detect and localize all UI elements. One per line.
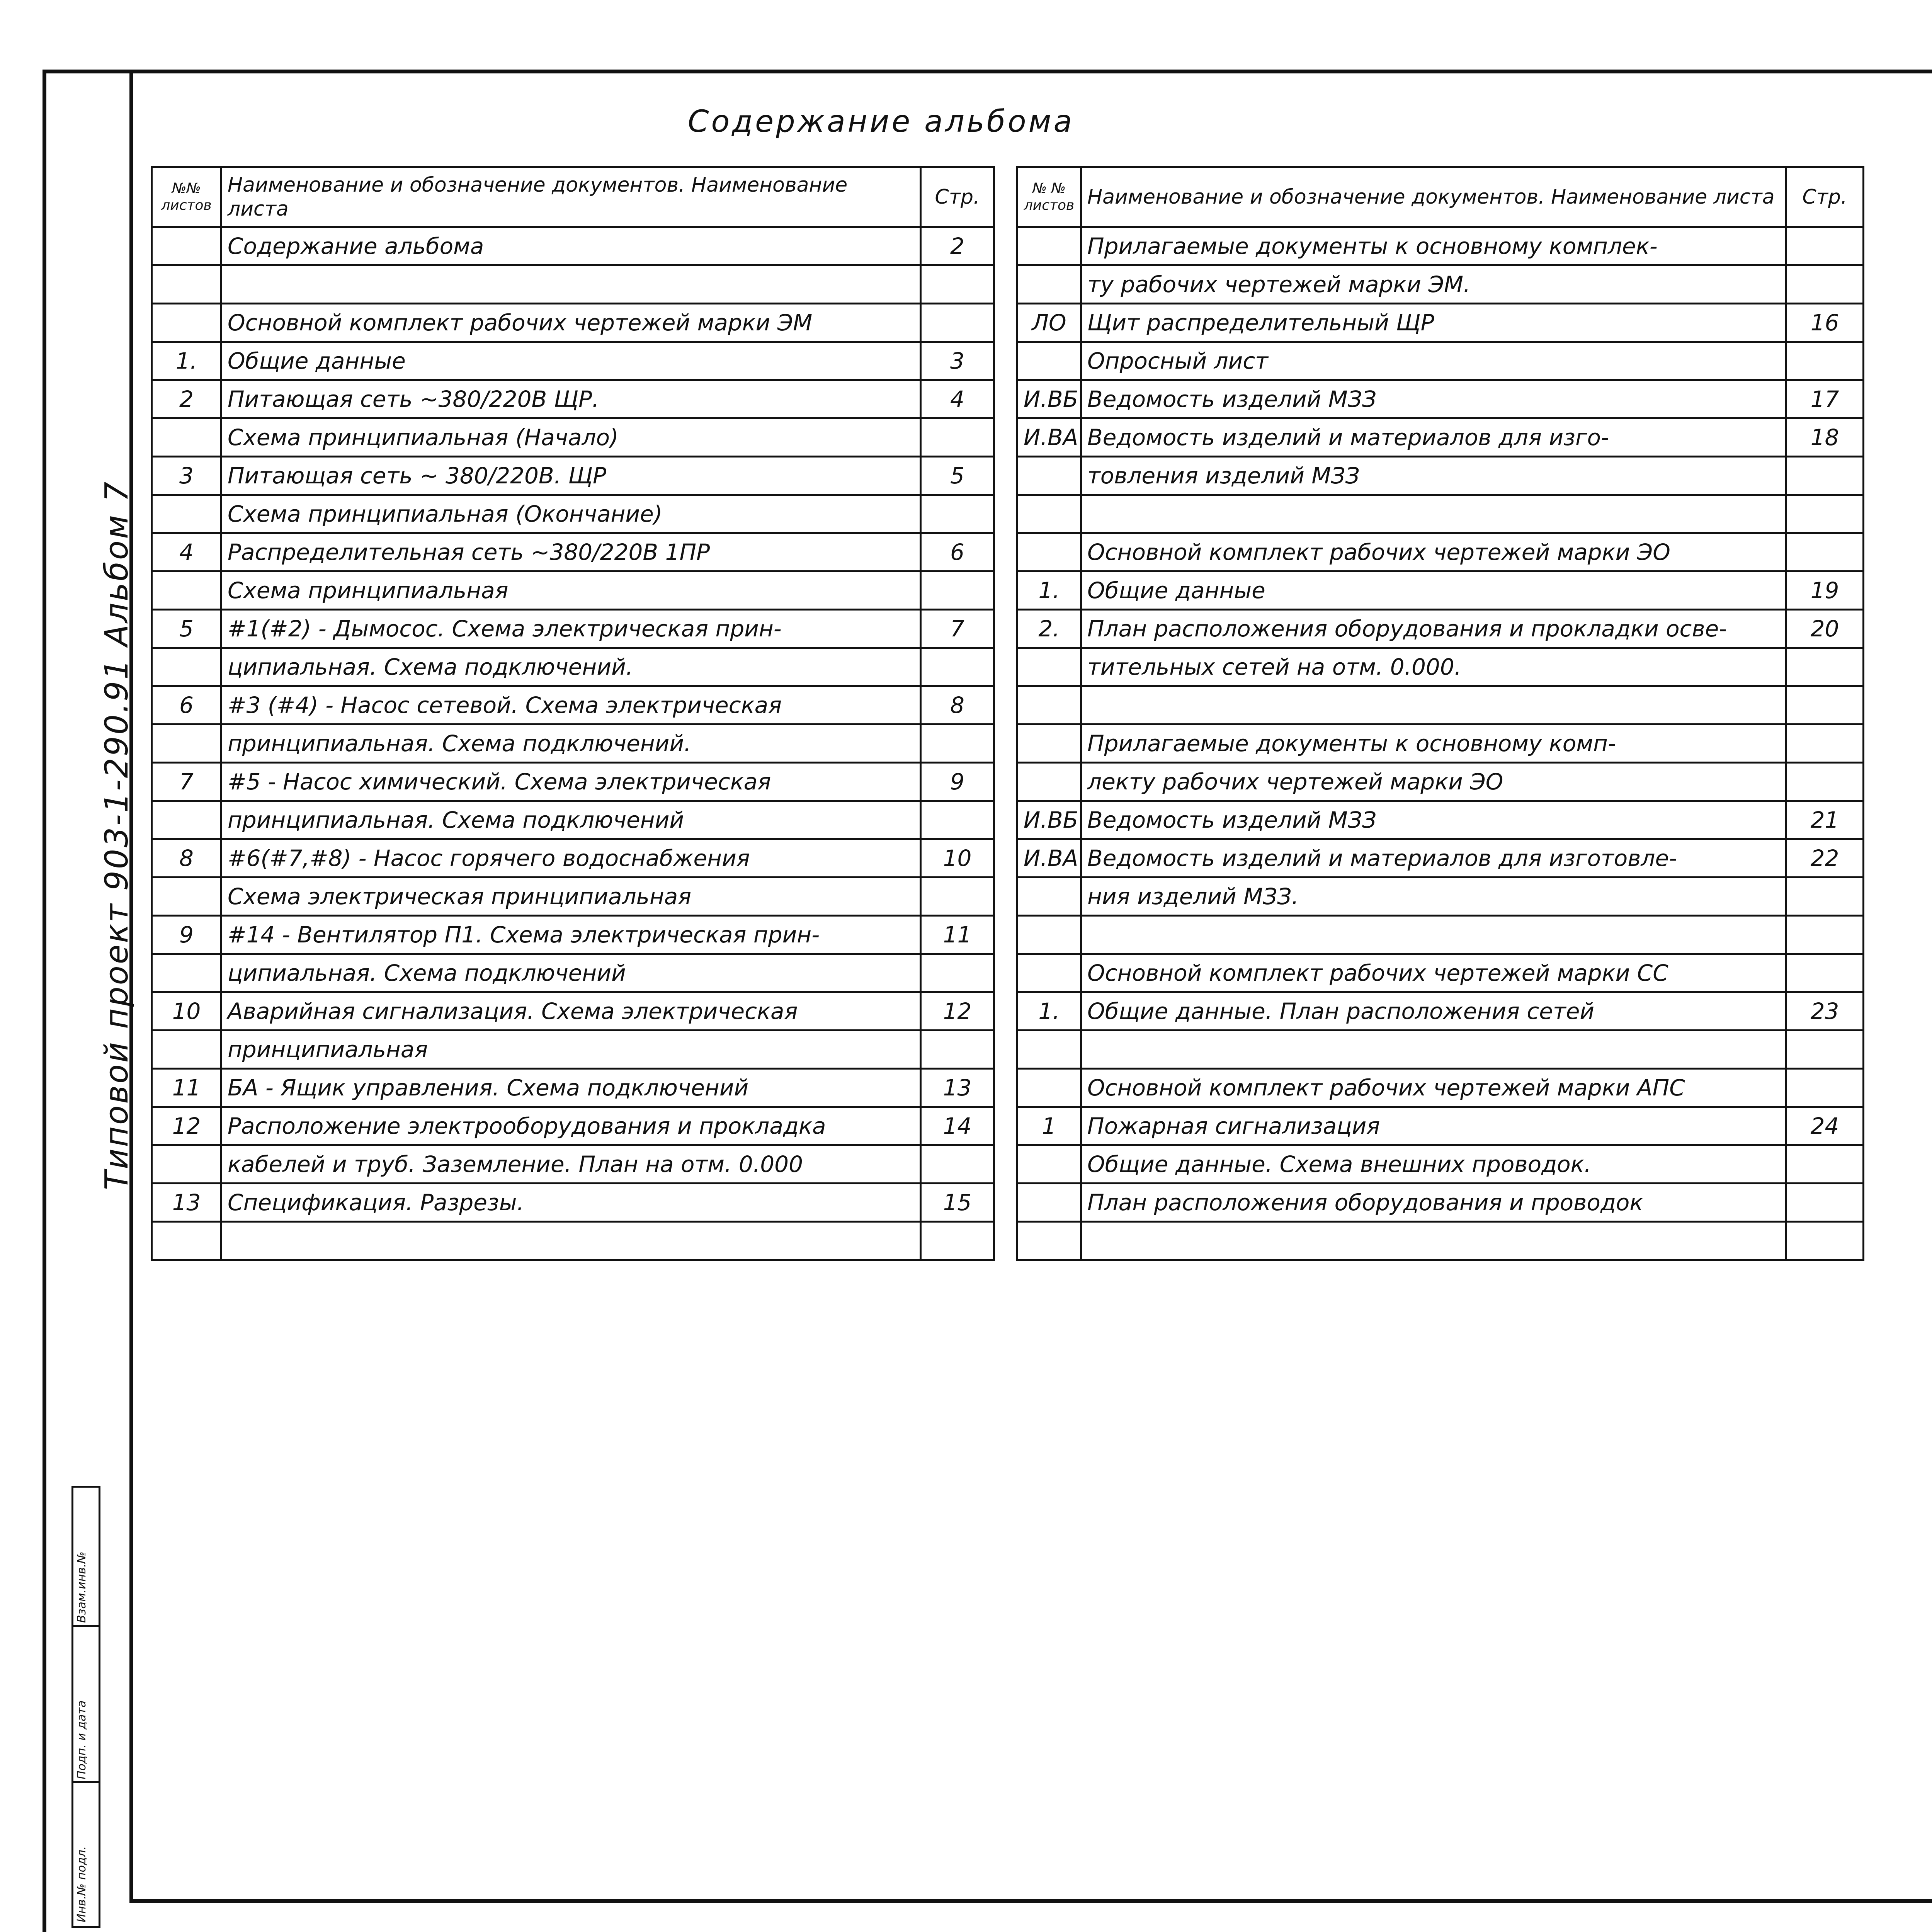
table-row: [1017, 839, 1864, 878]
cell-num: [152, 724, 221, 763]
cell-page: 6: [921, 533, 994, 571]
header-page: Стр.: [1786, 167, 1864, 227]
cell-page: [921, 1031, 994, 1069]
cell-name: Ведомость изделий и материалов для изготовле-: [1081, 839, 1786, 878]
cell-name: тительных сетей на отм. 0.000.: [1081, 648, 1786, 686]
table-header: [1017, 167, 1864, 227]
table-row: [152, 916, 994, 954]
table-header: [152, 167, 994, 227]
table-row: [152, 304, 994, 342]
cell-name: Прилагаемые документы к основному комп-: [1081, 724, 1786, 763]
cell-name: принципиальная. Схема подключений: [221, 801, 921, 839]
cell-num: [1017, 457, 1081, 495]
header-num: №№ листов: [152, 167, 221, 227]
table-row: [152, 992, 994, 1031]
cell-page: [921, 1145, 994, 1184]
cell-page: [921, 878, 994, 916]
header-num: № № листов: [1017, 167, 1081, 227]
table-row: [152, 610, 994, 648]
cell-name: Щит распределительный ЩР: [1081, 304, 1786, 342]
header-name: Наименование и обозначение документов. Наименование листа: [221, 167, 921, 227]
cell-name: Схема принципиальная: [221, 571, 921, 610]
table-row: [1017, 304, 1864, 342]
cell-num: [152, 571, 221, 610]
table-row: [152, 457, 994, 495]
cell-name: принципиальная. Схема подключений.: [221, 724, 921, 763]
cell-num: [1017, 1031, 1081, 1069]
cell-num: 1.: [1017, 571, 1081, 610]
cell-page: [921, 1222, 994, 1260]
cell-num: 2.: [1017, 610, 1081, 648]
cell-page: 2: [921, 227, 994, 265]
cell-name: Общие данные: [221, 342, 921, 380]
cell-page: 18: [1786, 418, 1864, 457]
cell-num: [1017, 686, 1081, 724]
stamp-cell: [73, 1627, 99, 1783]
table-row: [1017, 1222, 1864, 1260]
cell-page: [1786, 342, 1864, 380]
cell-name: [1081, 1031, 1786, 1069]
cell-name: ту рабочих чертежей марки ЭМ.: [1081, 265, 1786, 304]
table-row: [152, 1069, 994, 1107]
cell-name: Прилагаемые документы к основному комплек-: [1081, 227, 1786, 265]
cell-num: [152, 304, 221, 342]
cell-page: 4: [921, 380, 994, 418]
cell-page: [1786, 724, 1864, 763]
cell-num: [152, 1222, 221, 1260]
cell-num: 5: [152, 610, 221, 648]
cell-name: Опросный лист: [1081, 342, 1786, 380]
cell-page: [921, 265, 994, 304]
table-row: [152, 1031, 994, 1069]
cell-num: [1017, 916, 1081, 954]
cell-page: [1786, 686, 1864, 724]
table-row: [152, 342, 994, 380]
table-row: [152, 265, 994, 304]
cell-name: План расположения оборудования и прокладки осве-: [1081, 610, 1786, 648]
cell-num: [152, 1145, 221, 1184]
cell-page: [1786, 1145, 1864, 1184]
cell-name: Основной комплект рабочих чертежей марки СС: [1081, 954, 1786, 992]
table-row: [1017, 457, 1864, 495]
cell-num: И.ВА: [1017, 839, 1081, 878]
table-row: [152, 495, 994, 533]
cell-name: [1081, 495, 1786, 533]
right-toc-table: [1016, 166, 1864, 1261]
cell-num: 1.: [152, 342, 221, 380]
table-row: [152, 533, 994, 571]
cell-page: [1786, 495, 1864, 533]
cell-name: Пожарная сигнализация: [1081, 1107, 1786, 1145]
table-row: [1017, 1184, 1864, 1222]
cell-num: [1017, 763, 1081, 801]
cell-name: Общие данные: [1081, 571, 1786, 610]
stamp-cell: [73, 1783, 99, 1926]
cell-name: товления изделий МЗЗ: [1081, 457, 1786, 495]
cell-name: [221, 265, 921, 304]
cell-num: 11: [152, 1069, 221, 1107]
table-row: [152, 571, 994, 610]
table-row: [152, 227, 994, 265]
cell-name: #3 (#4) - Насос сетевой. Схема электрическая: [221, 686, 921, 724]
header-page: Стр.: [921, 167, 994, 227]
cell-num: [1017, 1069, 1081, 1107]
cell-num: И.ВБ: [1017, 380, 1081, 418]
cell-page: [1786, 763, 1864, 801]
cell-page: 7: [921, 610, 994, 648]
cell-page: [1786, 1031, 1864, 1069]
table-row: [1017, 418, 1864, 457]
cell-num: [1017, 954, 1081, 992]
cell-num: [152, 878, 221, 916]
cell-page: [921, 418, 994, 457]
table-row: [1017, 227, 1864, 265]
cell-num: 12: [152, 1107, 221, 1145]
cell-page: 14: [921, 1107, 994, 1145]
cell-num: [1017, 724, 1081, 763]
table-row: [1017, 724, 1864, 763]
cell-num: [1017, 648, 1081, 686]
stamp-label: Инв.№ подл.: [75, 1846, 88, 1922]
cell-page: 12: [921, 992, 994, 1031]
cell-name: [221, 1222, 921, 1260]
table-row: [152, 648, 994, 686]
cell-name: Схема принципиальная (Начало): [221, 418, 921, 457]
cell-num: [1017, 495, 1081, 533]
cell-name: [1081, 686, 1786, 724]
cell-page: [1786, 648, 1864, 686]
cell-name: [1081, 916, 1786, 954]
cell-name: Расположение электрооборудования и прокладка: [221, 1107, 921, 1145]
cell-name: Аварийная сигнализация. Схема электрическая: [221, 992, 921, 1031]
cell-name: Содержание альбома: [221, 227, 921, 265]
cell-page: 16: [1786, 304, 1864, 342]
cell-page: [921, 648, 994, 686]
table-row: [152, 763, 994, 801]
cell-num: 4: [152, 533, 221, 571]
cell-name: Питающая сеть ~ 380/220В. ЩР: [221, 457, 921, 495]
table-row: [1017, 992, 1864, 1031]
cell-name: Ведомость изделий МЗЗ: [1081, 801, 1786, 839]
table-row: [1017, 801, 1864, 839]
cell-page: 22: [1786, 839, 1864, 878]
table-row: [152, 1184, 994, 1222]
cell-name: Распределительная сеть ~380/220В 1ПР: [221, 533, 921, 571]
cell-page: [921, 304, 994, 342]
table-row: [1017, 380, 1864, 418]
table-row: [1017, 648, 1864, 686]
table-row: [152, 878, 994, 916]
cell-name: Ведомость изделий МЗЗ: [1081, 380, 1786, 418]
cell-num: 2: [152, 380, 221, 418]
cell-page: 20: [1786, 610, 1864, 648]
table-row: [152, 380, 994, 418]
cell-name: Ведомость изделий и материалов для изго-: [1081, 418, 1786, 457]
cell-name: лекту рабочих чертежей марки ЭО: [1081, 763, 1786, 801]
cell-page: 24: [1786, 1107, 1864, 1145]
cell-num: 8: [152, 839, 221, 878]
cell-num: [1017, 533, 1081, 571]
cell-page: [1786, 1069, 1864, 1107]
cell-page: [921, 724, 994, 763]
cell-name: [1081, 1222, 1786, 1260]
cell-num: 13: [152, 1184, 221, 1222]
table-row: [1017, 533, 1864, 571]
cell-name: принципиальная: [221, 1031, 921, 1069]
cell-page: [1786, 878, 1864, 916]
cell-name: Основной комплект рабочих чертежей марки АПС: [1081, 1069, 1786, 1107]
cell-name: Основной комплект рабочих чертежей марки ЭМ: [221, 304, 921, 342]
table-row: [152, 724, 994, 763]
cell-page: [921, 571, 994, 610]
table-row: [1017, 610, 1864, 648]
cell-page: 15: [921, 1184, 994, 1222]
table-row: [152, 1107, 994, 1145]
cell-name: Общие данные. Схема внешних проводок.: [1081, 1145, 1786, 1184]
cell-page: [921, 801, 994, 839]
cell-num: [1017, 227, 1081, 265]
cell-num: [152, 648, 221, 686]
approval-stamp: [71, 1486, 100, 1928]
table-row: [152, 418, 994, 457]
cell-page: [921, 495, 994, 533]
cell-page: [1786, 265, 1864, 304]
cell-num: [152, 265, 221, 304]
cell-name: ципиальная. Схема подключений.: [221, 648, 921, 686]
cell-name: #14 - Вентилятор П1. Схема электрическая прин-: [221, 916, 921, 954]
cell-name: ния изделий МЗЗ.: [1081, 878, 1786, 916]
cell-page: [1786, 1184, 1864, 1222]
table-row: [1017, 1069, 1864, 1107]
table-row: [152, 954, 994, 992]
cell-num: 10: [152, 992, 221, 1031]
cell-name: ципиальная. Схема подключений: [221, 954, 921, 992]
cell-num: 1.: [1017, 992, 1081, 1031]
cell-num: [152, 418, 221, 457]
table-row: [1017, 1031, 1864, 1069]
cell-page: [1786, 954, 1864, 992]
cell-page: 5: [921, 457, 994, 495]
cell-name: #1(#2) - Дымосос. Схема электрическая прин-: [221, 610, 921, 648]
table-row: [152, 839, 994, 878]
cell-num: 3: [152, 457, 221, 495]
table-row: [1017, 1107, 1864, 1145]
table-row: [1017, 495, 1864, 533]
cell-num: 7: [152, 763, 221, 801]
table-row: [1017, 1145, 1864, 1184]
cell-name: Питающая сеть ~380/220В ЩР.: [221, 380, 921, 418]
cell-num: [1017, 265, 1081, 304]
table-row: [152, 1145, 994, 1184]
cell-page: 17: [1786, 380, 1864, 418]
cell-num: ЛО: [1017, 304, 1081, 342]
cell-num: [152, 1031, 221, 1069]
table-row: [1017, 265, 1864, 304]
side-label: Типовой проект 903-1-290.91 Альбом 7: [99, 480, 135, 1190]
cell-name: #5 - Насос химический. Схема электрическая: [221, 763, 921, 801]
cell-page: 19: [1786, 571, 1864, 610]
cell-page: [1786, 1222, 1864, 1260]
cell-name: Схема электрическая принципиальная: [221, 878, 921, 916]
cell-page: [1786, 457, 1864, 495]
cell-name: кабелей и труб. Заземление. План на отм. 0.000: [221, 1145, 921, 1184]
cell-num: [1017, 342, 1081, 380]
cell-name: Схема принципиальная (Окончание): [221, 495, 921, 533]
cell-page: 9: [921, 763, 994, 801]
cell-page: [1786, 227, 1864, 265]
table-row: [152, 1222, 994, 1260]
cell-page: 8: [921, 686, 994, 724]
table-row: [152, 686, 994, 724]
cell-name: Спецификация. Разрезы.: [221, 1184, 921, 1222]
cell-name: План расположения оборудования и проводок: [1081, 1184, 1786, 1222]
page-title: Содержание альбома: [688, 104, 1075, 139]
cell-page: [1786, 916, 1864, 954]
cell-num: 6: [152, 686, 221, 724]
stamp-label: Взам.инв.№: [75, 1551, 88, 1623]
cell-page: 21: [1786, 801, 1864, 839]
cell-name: Основной комплект рабочих чертежей марки ЭО: [1081, 533, 1786, 571]
table-row: [1017, 954, 1864, 992]
table-row: [1017, 763, 1864, 801]
table-row: [152, 801, 994, 839]
cell-page: 11: [921, 916, 994, 954]
cell-num: [1017, 1145, 1081, 1184]
cell-num: [1017, 878, 1081, 916]
stamp-label: Подп. и дата: [75, 1700, 88, 1779]
cell-num: 9: [152, 916, 221, 954]
table-row: [1017, 916, 1864, 954]
cell-page: [921, 954, 994, 992]
cell-name: БА - Ящик управления. Схема подключений: [221, 1069, 921, 1107]
table-row: [1017, 686, 1864, 724]
cell-num: [152, 954, 221, 992]
cell-page: 23: [1786, 992, 1864, 1031]
cell-page: 3: [921, 342, 994, 380]
table-row: [1017, 342, 1864, 380]
cell-num: [1017, 1222, 1081, 1260]
header-name: Наименование и обозначение документов. Наименование листа: [1081, 167, 1786, 227]
cell-page: 10: [921, 839, 994, 878]
cell-page: 13: [921, 1069, 994, 1107]
table-row: [1017, 571, 1864, 610]
cell-num: И.ВБ: [1017, 801, 1081, 839]
cell-name: #6(#7,#8) - Насос горячего водоснабжения: [221, 839, 921, 878]
cell-page: [1786, 533, 1864, 571]
cell-num: [152, 227, 221, 265]
cell-num: [152, 801, 221, 839]
left-toc-table: [151, 166, 995, 1261]
cell-num: 1: [1017, 1107, 1081, 1145]
cell-num: [1017, 1184, 1081, 1222]
cell-name: Общие данные. План расположения сетей: [1081, 992, 1786, 1031]
table-row: [1017, 878, 1864, 916]
stamp-cell: [73, 1488, 99, 1627]
cell-num: И.ВА: [1017, 418, 1081, 457]
cell-num: [152, 495, 221, 533]
